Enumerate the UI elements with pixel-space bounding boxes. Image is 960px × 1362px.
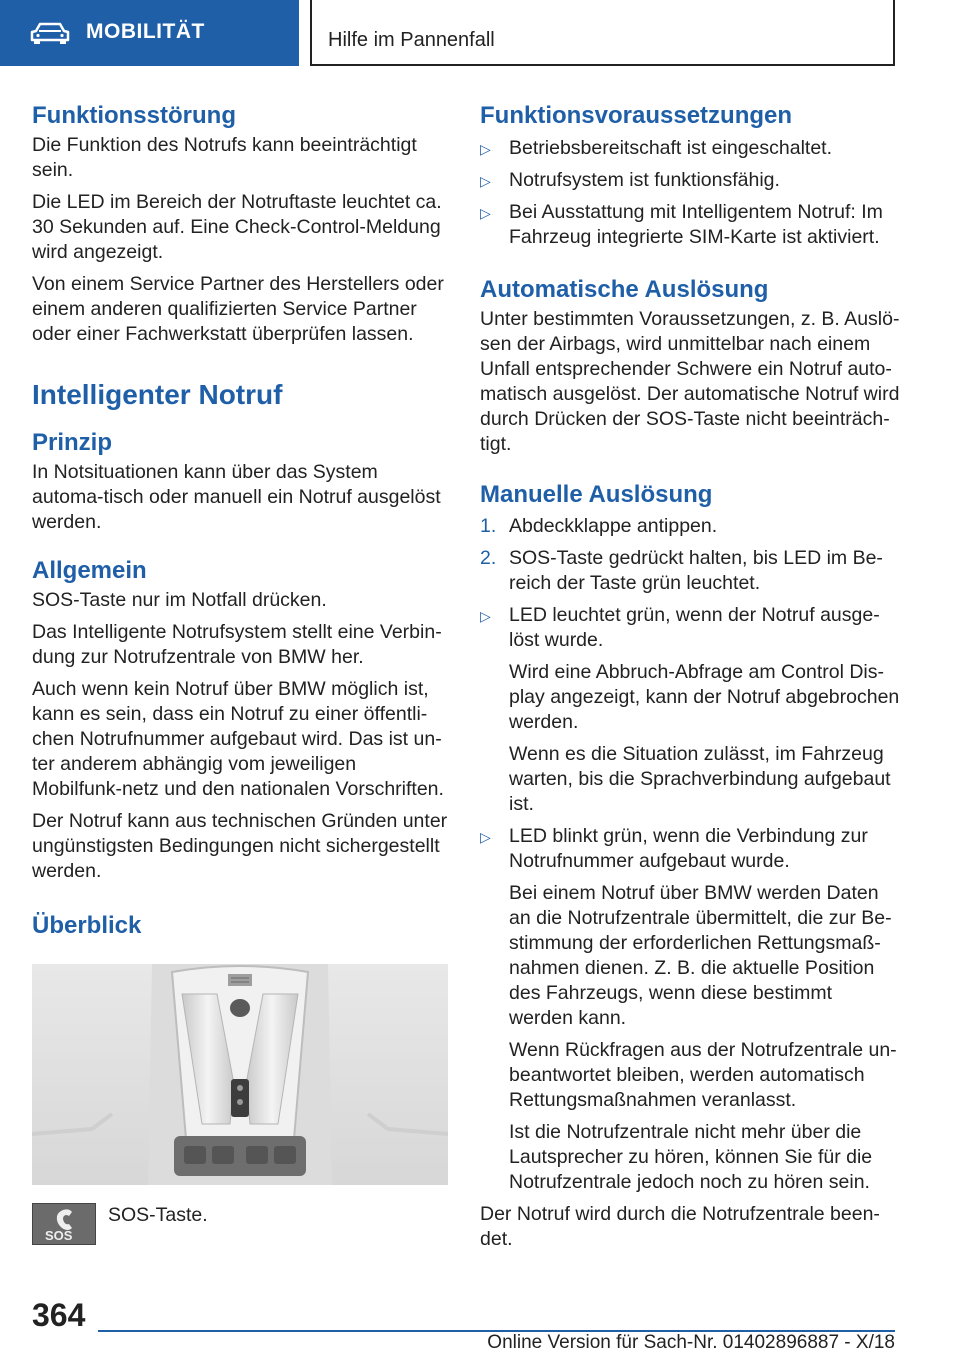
paragraph: Die Funktion des Notrufs kann beeinträchtigt sein. [32, 134, 417, 181]
section-label: MOBILITÄT [86, 20, 205, 43]
heading-automatische-ausloesung: Automatische Auslösung [480, 276, 769, 303]
paragraph: Wenn es die Situation zulässt, im Fahrzeug warten, bis die Sprachverbindung aufgebaut ist. [509, 743, 891, 815]
paragraph: Der Notruf wird durch die Notrufzentrale been-det. [480, 1203, 880, 1250]
paragraph: Von einem Service Partner des Herstellers oder einem anderen qualifizierten Service Partner oder einer Fachwerkstatt überprüfen lassen. [32, 273, 444, 345]
paragraph: Die LED im Bereich der Notruftaste leuchtet ca. 30 Sekunden auf. Eine Check-Control-Meldung wird angezeigt. [32, 191, 442, 263]
list-item: ▷ LED blinkt grün, wenn die Verbindung zur Notrufnummer aufgebaut wurde. [480, 825, 868, 872]
page-header [0, 0, 960, 66]
chapter-label: Hilfe im Pannenfall [328, 29, 495, 51]
svg-text:SOS: SOS [45, 1228, 73, 1243]
heading-ueberblick: Überblick [32, 912, 142, 939]
paragraph: In Notsituationen kann über das System automa-tisch oder manuell ein Notruf ausgelöst werden. [32, 461, 441, 533]
paragraph: Das Intelligente Notrufsystem stellt eine Verbin-dung zur Notrufzentrale von BMW her. [32, 621, 442, 668]
list-item: ▷ Bei Ausstattung mit Intelligentem Notruf: Im Fahrzeug integrierte SIM-Karte ist aktiviert. [480, 201, 883, 248]
paragraph: Wird eine Abbruch-Abfrage am Control Dis-play angezeigt, kann der Notruf abgebrochen werden. [509, 661, 900, 733]
paragraph: Wenn Rückfragen aus der Notrufzentrale un-beantwortet bleiben, werden automatisch Rettungsmaßnahmen veranlasst. [509, 1039, 897, 1111]
triangle-bullet-icon: ▷ [480, 608, 491, 624]
paragraph: Bei einem Notruf über BMW werden Daten an die Notrufzentrale übermittelt, die zur Be-stimmung der erforderlichen Rettungsmaß-nahmen dienen. Z. B. die aktuelle Position des Fahrzeugs, wenn diese bestimmt werden kann. [509, 882, 892, 1029]
paragraph: Auch wenn kein Notruf über BMW möglich ist, kann es sein, dass ein Notruf zu einer öffentli-chen Notrufnummer aufgebaut wird. Das ist un-ter anderem abhängig vom jeweiligen Mobilfunk-netz und den nationalen Vorschriften. [32, 678, 444, 800]
heading-funktionsvoraussetzungen: Funktionsvoraussetzungen [480, 102, 793, 129]
list-item: 1. Abdeckklappe antippen. [480, 515, 718, 537]
paragraph: SOS-Taste nur im Notfall drücken. [32, 589, 327, 611]
section-tab[interactable] [0, 0, 299, 66]
triangle-bullet-icon: ▷ [480, 141, 491, 157]
paragraph: Der Notruf kann aus technischen Gründen unter ungünstigsten Bedingungen nicht sichergestellt werden. [32, 810, 448, 882]
overhead-console-illustration [32, 964, 448, 1185]
paragraph: Ist die Notrufzentrale nicht mehr über die Lautsprecher zu hören, können Sie für die Notrufzentrale jedoch noch zu hören sein. [509, 1121, 873, 1193]
triangle-bullet-icon: ▷ [480, 173, 491, 189]
heading-intelligenter-notruf: Intelligenter Notruf [32, 379, 283, 410]
list-item: ▷ LED leuchtet grün, wenn der Notruf ausge-löst wurde. [480, 604, 880, 651]
right-column [480, 100, 900, 1252]
page-number: 364 [32, 1297, 86, 1333]
heading-funktionsstoerung: Funktionsstörung [32, 102, 236, 129]
step-number: 2. [480, 547, 497, 569]
legend-text: SOS-Taste. [108, 1204, 208, 1226]
list-item: 2. SOS-Taste gedrückt halten, bis LED im Be-reich der Taste grün leuchtet. [480, 547, 883, 594]
car-front-icon [30, 22, 70, 44]
chapter-box [310, 0, 895, 66]
left-column [32, 100, 448, 1263]
step-number: 1. [480, 515, 497, 537]
overhead-console-image [32, 964, 448, 1185]
triangle-bullet-icon: ▷ [480, 829, 491, 845]
triangle-bullet-icon: ▷ [480, 205, 491, 221]
online-version-text: Online Version für Sach-Nr. 01402896887 - X/18 [487, 1332, 895, 1353]
paragraph: Unter bestimmten Voraussetzungen, z. B. Auslö-sen der Airbags, wird unmittelbar nach einem Unfall entsprechender Schwere ein Notruf auto-matisch ausgelöst. Der automatische Notruf wird durch Drücken der SOS-Taste nicht beeinträch-tigt. [480, 308, 900, 455]
list-item: ▷ Notrufsystem ist funktionsfähig. [480, 168, 900, 193]
heading-prinzip: Prinzip [32, 429, 113, 456]
legend-row [32, 1203, 448, 1263]
heading-allgemein: Allgemein [32, 557, 147, 584]
sos-button-icon [32, 1203, 96, 1245]
list-item: ▷ Betriebsbereitschaft ist eingeschaltet. [480, 136, 900, 161]
heading-manuelle-ausloesung: Manuelle Auslösung [480, 481, 713, 508]
